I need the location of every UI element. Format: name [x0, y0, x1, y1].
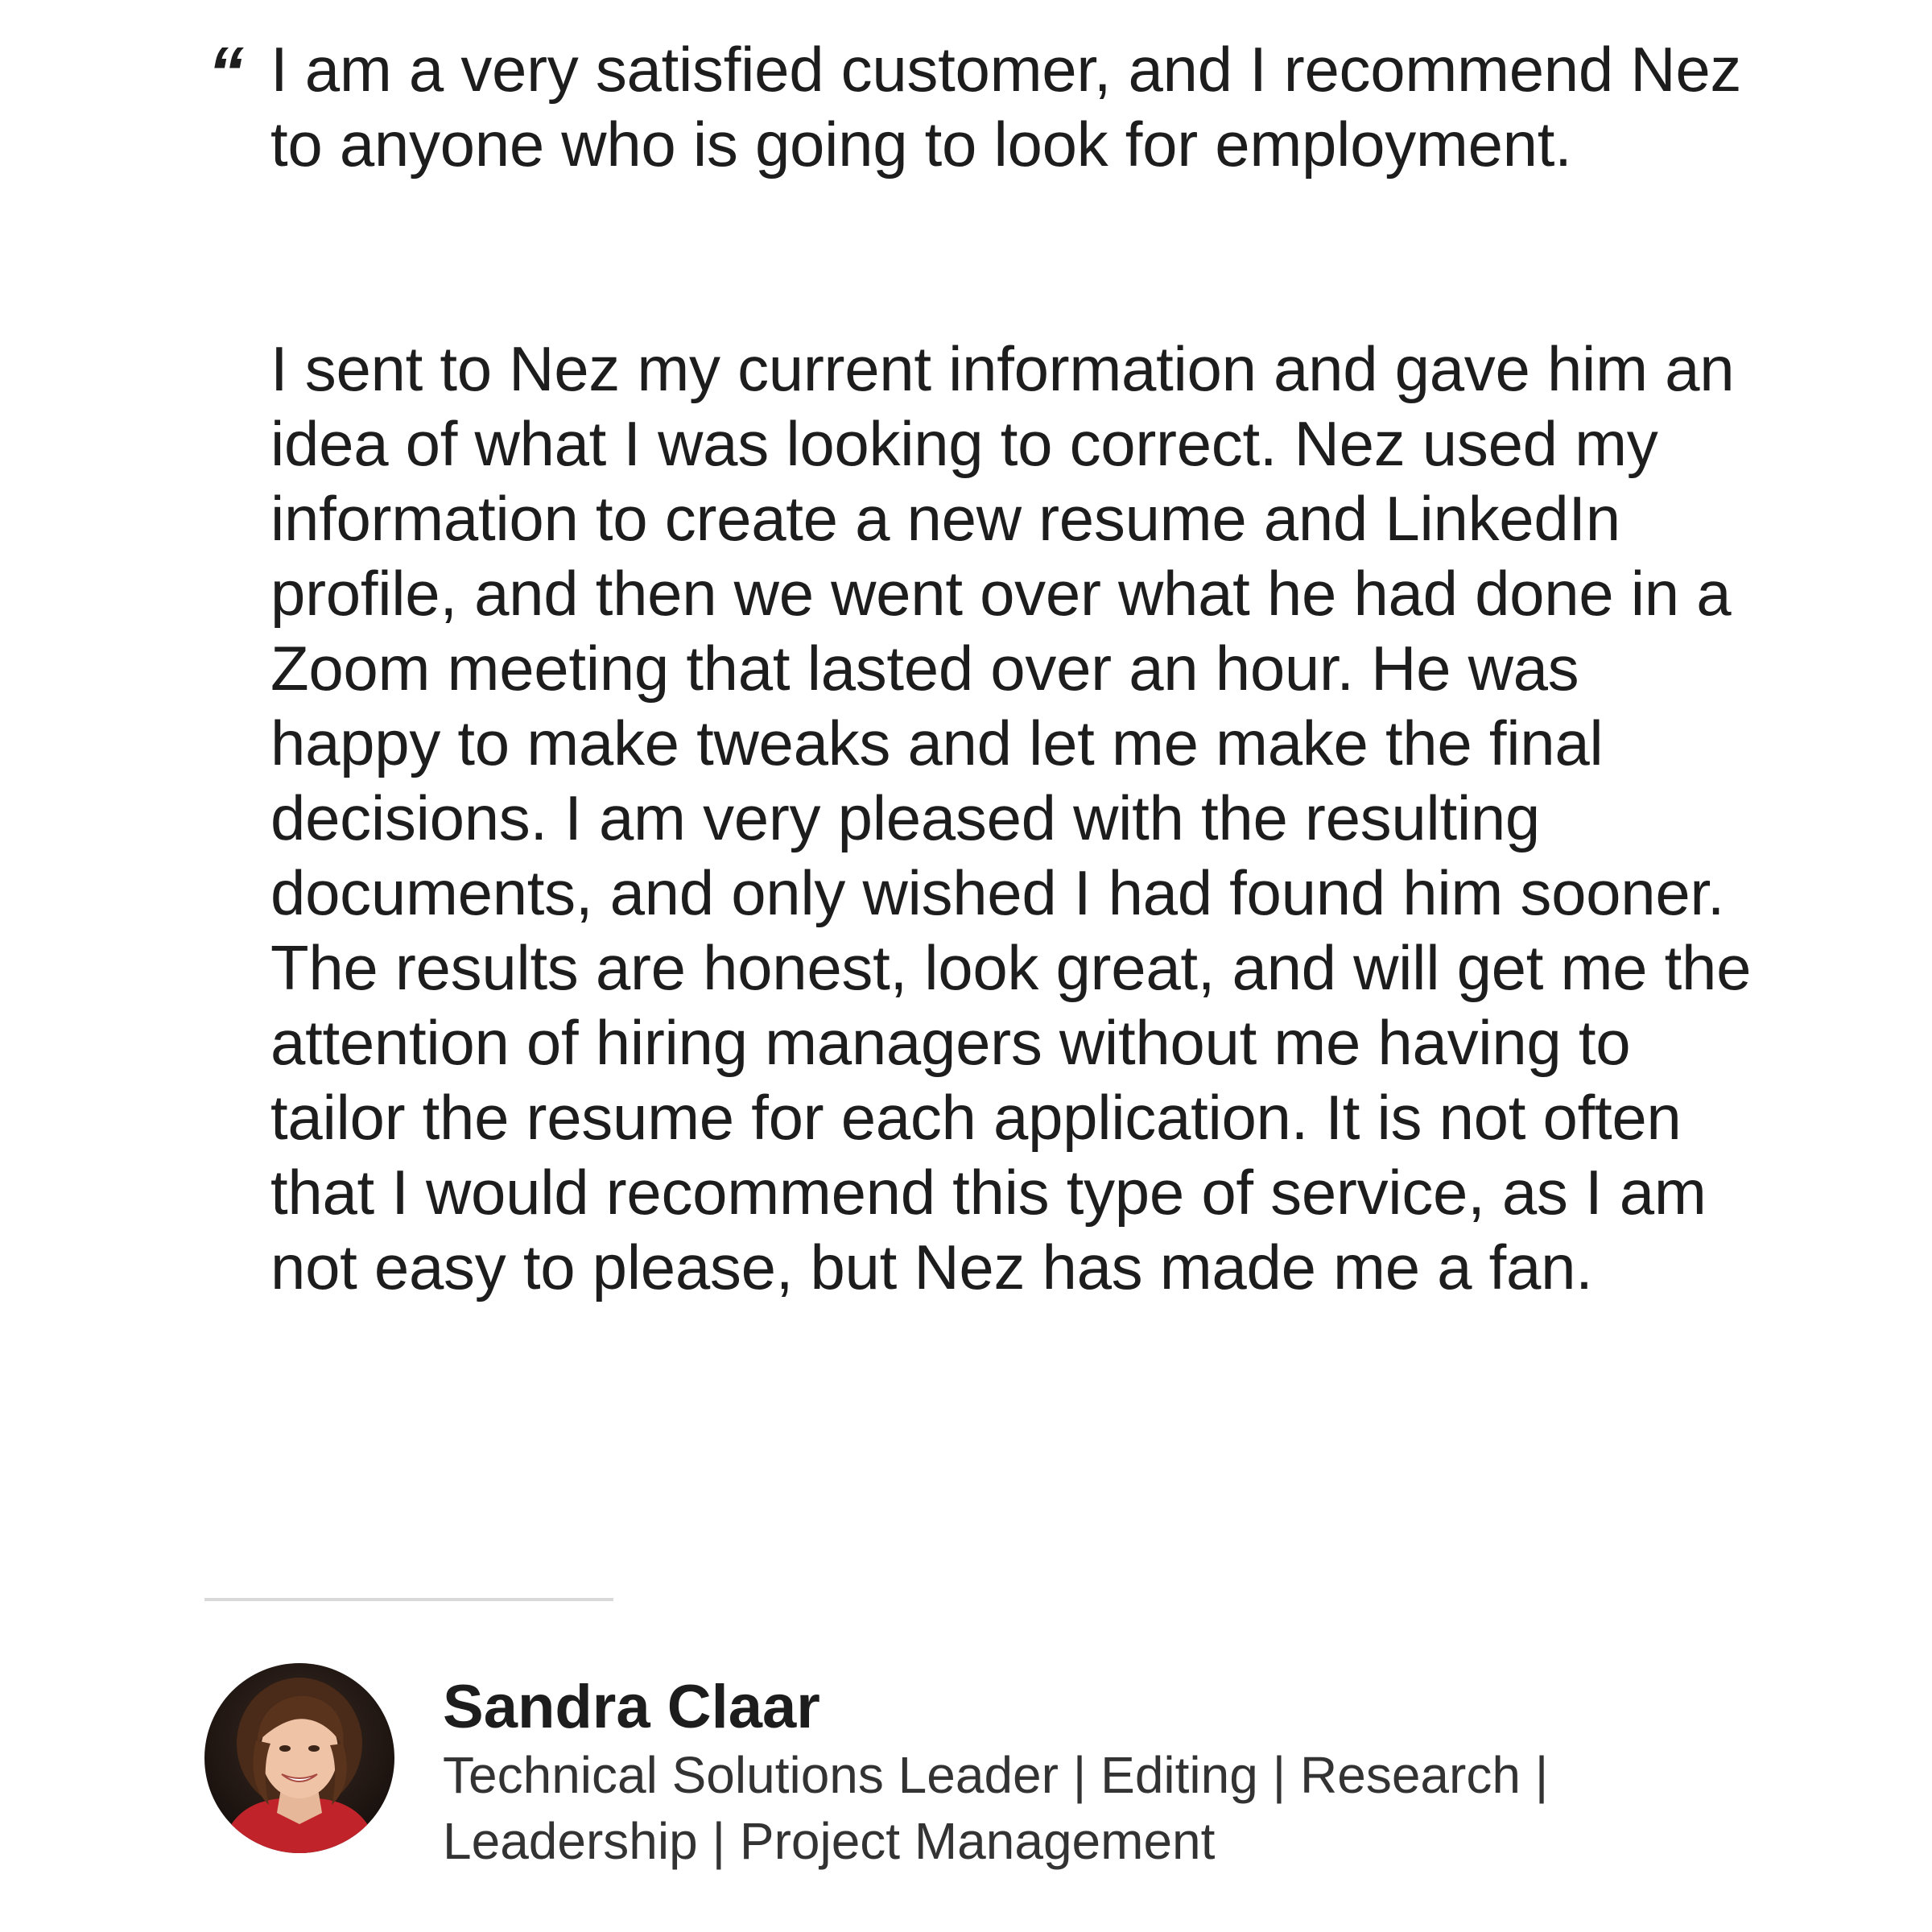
- author-name[interactable]: Sandra Claar: [443, 1673, 820, 1741]
- avatar-photo: [204, 1663, 394, 1853]
- quote-paragraph-2: I sent to Nez my current information and gave him an idea of what I was looking to correct. Nez used my information to create a new resume and LinkedIn profile, and then we went over what he had done in a Zoom meeting that lasted over an hour. He was happy to make tweaks and let me make the final decisions. I am very pleased with the resulting documents, and only wished I had found him sooner. The results are honest, look great, and will get me the attention of hiring managers without me having to tailor the resume for each application. It is not often that I would recommend this type of service, as I am not easy to please, but Nez has made me a fan.: [270, 333, 1752, 1302]
- avatar[interactable]: [204, 1663, 394, 1853]
- quote-mark-icon: “: [208, 33, 239, 114]
- quote-paragraph-1: I am a very satisfied customer, and I recommend Nez to anyone who is going to look for employment.: [270, 34, 1742, 180]
- testimonial-quote: [270, 32, 1752, 1305]
- author-headline: Technical Solutions Leader | Editing | Research | Leadership | Project Management: [443, 1746, 1549, 1870]
- divider: [204, 1598, 613, 1601]
